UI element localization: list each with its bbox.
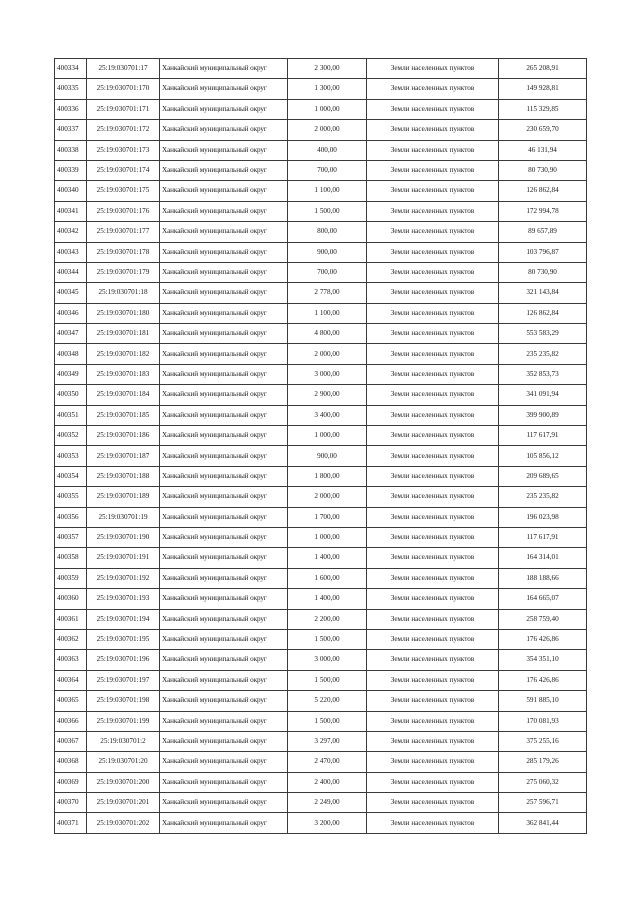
row-number-cell: 400365 (55, 691, 87, 711)
municipality-cell: Ханкайский муниципальный округ (160, 629, 288, 649)
area-cell: 2 778,00 (288, 283, 367, 303)
row-number-cell: 400356 (55, 507, 87, 527)
area-cell: 2 200,00 (288, 609, 367, 629)
cadastral-value-cell: 275 060,32 (499, 772, 587, 792)
municipality-cell: Ханкайский муниципальный округ (160, 181, 288, 201)
cadastral-value-cell: 105 856,12 (499, 446, 587, 466)
row-number-cell: 400371 (55, 813, 87, 833)
row-number-cell: 400344 (55, 262, 87, 282)
cadastral-number-cell: 25:19:030701:197 (87, 670, 160, 690)
municipality-cell: Ханкайский муниципальный округ (160, 793, 288, 813)
area-cell: 1 000,00 (288, 99, 367, 119)
area-cell: 2 470,00 (288, 752, 367, 772)
cadastral-value-cell: 352 853,73 (499, 364, 587, 384)
land-category-cell: Земли населенных пунктов (367, 120, 499, 140)
row-number-cell: 400364 (55, 670, 87, 690)
table-row (55, 772, 587, 792)
cadastral-number-cell: 25:19:030701:198 (87, 691, 160, 711)
land-category-cell: Земли населенных пунктов (367, 99, 499, 119)
cadastral-value-cell: 230 659,70 (499, 120, 587, 140)
cadastral-value-cell: 176 426,86 (499, 629, 587, 649)
land-category-cell: Земли населенных пунктов (367, 752, 499, 772)
cadastral-value-cell: 89 657,89 (499, 222, 587, 242)
cadastral-value-cell: 257 596,71 (499, 793, 587, 813)
municipality-cell: Ханкайский муниципальный округ (160, 140, 288, 160)
cadastral-value-cell: 170 081,93 (499, 711, 587, 731)
row-number-cell: 400355 (55, 487, 87, 507)
row-number-cell: 400345 (55, 283, 87, 303)
area-cell: 3 000,00 (288, 364, 367, 384)
row-number-cell: 400335 (55, 79, 87, 99)
area-cell: 2 000,00 (288, 120, 367, 140)
land-plots-table (54, 58, 587, 834)
row-number-cell: 400369 (55, 772, 87, 792)
land-category-cell: Земли населенных пунктов (367, 79, 499, 99)
land-category-cell: Земли населенных пунктов (367, 222, 499, 242)
municipality-cell: Ханкайский муниципальный округ (160, 405, 288, 425)
land-category-cell: Земли населенных пунктов (367, 59, 499, 79)
row-number-cell: 400370 (55, 793, 87, 813)
row-number-cell: 400342 (55, 222, 87, 242)
municipality-cell: Ханкайский муниципальный округ (160, 568, 288, 588)
municipality-cell: Ханкайский муниципальный округ (160, 324, 288, 344)
row-number-cell: 400338 (55, 140, 87, 160)
row-number-cell: 400341 (55, 201, 87, 221)
row-number-cell: 400343 (55, 242, 87, 262)
area-cell: 1 400,00 (288, 548, 367, 568)
municipality-cell: Ханкайский муниципальный округ (160, 303, 288, 323)
cadastral-number-cell: 25:19:030701:193 (87, 589, 160, 609)
row-number-cell: 400351 (55, 405, 87, 425)
row-number-cell: 400340 (55, 181, 87, 201)
area-cell: 3 000,00 (288, 650, 367, 670)
table-row (55, 324, 587, 344)
municipality-cell: Ханкайский муниципальный округ (160, 650, 288, 670)
table-row (55, 731, 587, 751)
row-number-cell: 400366 (55, 711, 87, 731)
land-category-cell: Земли населенных пунктов (367, 466, 499, 486)
table-row (55, 711, 587, 731)
cadastral-value-cell: 149 928,81 (499, 79, 587, 99)
cadastral-value-cell: 188 188,66 (499, 568, 587, 588)
area-cell: 3 400,00 (288, 405, 367, 425)
cadastral-value-cell: 375 255,16 (499, 731, 587, 751)
row-number-cell: 400337 (55, 120, 87, 140)
land-category-cell: Земли населенных пунктов (367, 303, 499, 323)
cadastral-value-cell: 399 900,89 (499, 405, 587, 425)
table-row (55, 589, 587, 609)
table-row (55, 405, 587, 425)
land-category-cell: Земли населенных пунктов (367, 670, 499, 690)
row-number-cell: 400354 (55, 466, 87, 486)
area-cell: 1 100,00 (288, 181, 367, 201)
cadastral-number-cell: 25:19:030701:201 (87, 793, 160, 813)
area-cell: 1 800,00 (288, 466, 367, 486)
cadastral-number-cell: 25:19:030701:172 (87, 120, 160, 140)
row-number-cell: 400359 (55, 568, 87, 588)
area-cell: 700,00 (288, 160, 367, 180)
cadastral-value-cell: 258 759,40 (499, 609, 587, 629)
land-category-cell: Земли населенных пунктов (367, 140, 499, 160)
row-number-cell: 400360 (55, 589, 87, 609)
cadastral-value-cell: 196 023,98 (499, 507, 587, 527)
land-category-cell: Земли населенных пунктов (367, 385, 499, 405)
table-row (55, 650, 587, 670)
area-cell: 1 600,00 (288, 568, 367, 588)
table-row (55, 242, 587, 262)
municipality-cell: Ханкайский муниципальный округ (160, 691, 288, 711)
cadastral-value-cell: 362 841,44 (499, 813, 587, 833)
table-row (55, 344, 587, 364)
municipality-cell: Ханкайский муниципальный округ (160, 731, 288, 751)
area-cell: 2 000,00 (288, 487, 367, 507)
cadastral-value-cell: 172 994,78 (499, 201, 587, 221)
row-number-cell: 400348 (55, 344, 87, 364)
cadastral-value-cell: 321 143,84 (499, 283, 587, 303)
cadastral-number-cell: 25:19:030701:183 (87, 364, 160, 384)
cadastral-number-cell: 25:19:030701:171 (87, 99, 160, 119)
cadastral-number-cell: 25:19:030701:191 (87, 548, 160, 568)
table-row (55, 568, 587, 588)
cadastral-value-cell: 46 131,94 (499, 140, 587, 160)
table-row (55, 222, 587, 242)
table-row (55, 629, 587, 649)
municipality-cell: Ханкайский муниципальный округ (160, 385, 288, 405)
row-number-cell: 400362 (55, 629, 87, 649)
municipality-cell: Ханкайский муниципальный округ (160, 262, 288, 282)
cadastral-value-cell: 80 730,90 (499, 160, 587, 180)
municipality-cell: Ханкайский муниципальный округ (160, 711, 288, 731)
row-number-cell: 400368 (55, 752, 87, 772)
table-row (55, 160, 587, 180)
table-row (55, 527, 587, 547)
land-category-cell: Земли населенных пунктов (367, 426, 499, 446)
table-row (55, 283, 587, 303)
cadastral-number-cell: 25:19:030701:2 (87, 731, 160, 751)
cadastral-number-cell: 25:19:030701:192 (87, 568, 160, 588)
municipality-cell: Ханкайский муниципальный округ (160, 813, 288, 833)
table-row (55, 181, 587, 201)
land-category-cell: Земли населенных пунктов (367, 772, 499, 792)
municipality-cell: Ханкайский муниципальный округ (160, 120, 288, 140)
cadastral-number-cell: 25:19:030701:17 (87, 59, 160, 79)
area-cell: 1 500,00 (288, 670, 367, 690)
cadastral-number-cell: 25:19:030701:19 (87, 507, 160, 527)
area-cell: 700,00 (288, 262, 367, 282)
land-category-cell: Земли населенных пунктов (367, 487, 499, 507)
cadastral-number-cell: 25:19:030701:181 (87, 324, 160, 344)
table-row (55, 364, 587, 384)
cadastral-value-cell: 117 617,91 (499, 426, 587, 446)
table-row (55, 59, 587, 79)
area-cell: 3 297,00 (288, 731, 367, 751)
municipality-cell: Ханкайский муниципальный округ (160, 344, 288, 364)
cadastral-number-cell: 25:19:030701:180 (87, 303, 160, 323)
area-cell: 1 500,00 (288, 201, 367, 221)
cadastral-number-cell: 25:19:030701:174 (87, 160, 160, 180)
municipality-cell: Ханкайский муниципальный округ (160, 99, 288, 119)
municipality-cell: Ханкайский муниципальный округ (160, 487, 288, 507)
cadastral-value-cell: 341 091,94 (499, 385, 587, 405)
land-category-cell: Земли населенных пунктов (367, 405, 499, 425)
cadastral-number-cell: 25:19:030701:188 (87, 466, 160, 486)
land-category-cell: Земли населенных пунктов (367, 589, 499, 609)
cadastral-value-cell: 176 426,86 (499, 670, 587, 690)
cadastral-number-cell: 25:19:030701:182 (87, 344, 160, 364)
cadastral-number-cell: 25:19:030701:200 (87, 772, 160, 792)
municipality-cell: Ханкайский муниципальный округ (160, 242, 288, 262)
table-row (55, 303, 587, 323)
municipality-cell: Ханкайский муниципальный округ (160, 466, 288, 486)
cadastral-value-cell: 553 583,29 (499, 324, 587, 344)
row-number-cell: 400334 (55, 59, 87, 79)
area-cell: 4 800,00 (288, 324, 367, 344)
row-number-cell: 400350 (55, 385, 87, 405)
land-category-cell: Земли населенных пунктов (367, 160, 499, 180)
municipality-cell: Ханкайский муниципальный округ (160, 364, 288, 384)
row-number-cell: 400357 (55, 527, 87, 547)
cadastral-number-cell: 25:19:030701:187 (87, 446, 160, 466)
cadastral-number-cell: 25:19:030701:170 (87, 79, 160, 99)
area-cell: 1 700,00 (288, 507, 367, 527)
cadastral-number-cell: 25:19:030701:178 (87, 242, 160, 262)
area-cell: 3 200,00 (288, 813, 367, 833)
table-row (55, 466, 587, 486)
cadastral-number-cell: 25:19:030701:199 (87, 711, 160, 731)
cadastral-number-cell: 25:19:030701:175 (87, 181, 160, 201)
area-cell: 2 300,00 (288, 59, 367, 79)
table-row (55, 793, 587, 813)
land-category-cell: Земли населенных пунктов (367, 181, 499, 201)
table-row (55, 385, 587, 405)
table-row (55, 487, 587, 507)
cadastral-value-cell: 285 179,26 (499, 752, 587, 772)
land-category-cell: Земли населенных пунктов (367, 731, 499, 751)
table-row (55, 548, 587, 568)
municipality-cell: Ханкайский муниципальный округ (160, 507, 288, 527)
table-row (55, 507, 587, 527)
cadastral-value-cell: 103 796,87 (499, 242, 587, 262)
cadastral-number-cell: 25:19:030701:184 (87, 385, 160, 405)
table-body (55, 59, 587, 834)
municipality-cell: Ханкайский муниципальный округ (160, 752, 288, 772)
table-row (55, 609, 587, 629)
land-category-cell: Земли населенных пунктов (367, 568, 499, 588)
table-row (55, 79, 587, 99)
land-category-cell: Земли населенных пунктов (367, 364, 499, 384)
land-category-cell: Земли населенных пунктов (367, 650, 499, 670)
row-number-cell: 400353 (55, 446, 87, 466)
cadastral-number-cell: 25:19:030701:177 (87, 222, 160, 242)
cadastral-number-cell: 25:19:030701:173 (87, 140, 160, 160)
land-category-cell: Земли населенных пунктов (367, 548, 499, 568)
area-cell: 1 000,00 (288, 527, 367, 547)
table-row (55, 752, 587, 772)
cadastral-number-cell: 25:19:030701:186 (87, 426, 160, 446)
cadastral-number-cell: 25:19:030701:202 (87, 813, 160, 833)
area-cell: 1 400,00 (288, 589, 367, 609)
area-cell: 1 500,00 (288, 629, 367, 649)
area-cell: 1 300,00 (288, 79, 367, 99)
cadastral-value-cell: 235 235,82 (499, 344, 587, 364)
cadastral-value-cell: 117 617,91 (499, 527, 587, 547)
municipality-cell: Ханкайский муниципальный округ (160, 446, 288, 466)
cadastral-value-cell: 80 730,90 (499, 262, 587, 282)
municipality-cell: Ханкайский муниципальный округ (160, 589, 288, 609)
table-row (55, 446, 587, 466)
land-category-cell: Земли населенных пунктов (367, 711, 499, 731)
cadastral-value-cell: 265 208,91 (499, 59, 587, 79)
area-cell: 800,00 (288, 222, 367, 242)
municipality-cell: Ханкайский муниципальный округ (160, 426, 288, 446)
row-number-cell: 400367 (55, 731, 87, 751)
table-row (55, 201, 587, 221)
land-category-cell: Земли населенных пунктов (367, 527, 499, 547)
table-row (55, 691, 587, 711)
cadastral-number-cell: 25:19:030701:20 (87, 752, 160, 772)
land-category-cell: Земли населенных пунктов (367, 283, 499, 303)
row-number-cell: 400352 (55, 426, 87, 446)
table-row (55, 120, 587, 140)
land-category-cell: Земли населенных пунктов (367, 793, 499, 813)
row-number-cell: 400346 (55, 303, 87, 323)
area-cell: 2 000,00 (288, 344, 367, 364)
area-cell: 400,00 (288, 140, 367, 160)
area-cell: 1 500,00 (288, 711, 367, 731)
municipality-cell: Ханкайский муниципальный округ (160, 160, 288, 180)
cadastral-number-cell: 25:19:030701:18 (87, 283, 160, 303)
municipality-cell: Ханкайский муниципальный округ (160, 283, 288, 303)
municipality-cell: Ханкайский муниципальный округ (160, 548, 288, 568)
land-category-cell: Земли населенных пунктов (367, 344, 499, 364)
cadastral-value-cell: 235 235,82 (499, 487, 587, 507)
cadastral-value-cell: 164 314,01 (499, 548, 587, 568)
land-category-cell: Земли населенных пунктов (367, 813, 499, 833)
area-cell: 1 100,00 (288, 303, 367, 323)
municipality-cell: Ханкайский муниципальный округ (160, 79, 288, 99)
table-row (55, 140, 587, 160)
cadastral-value-cell: 591 885,10 (499, 691, 587, 711)
municipality-cell: Ханкайский муниципальный округ (160, 670, 288, 690)
municipality-cell: Ханкайский муниципальный округ (160, 527, 288, 547)
cadastral-value-cell: 209 689,65 (499, 466, 587, 486)
cadastral-number-cell: 25:19:030701:189 (87, 487, 160, 507)
municipality-cell: Ханкайский муниципальный округ (160, 222, 288, 242)
row-number-cell: 400363 (55, 650, 87, 670)
row-number-cell: 400361 (55, 609, 87, 629)
municipality-cell: Ханкайский муниципальный округ (160, 59, 288, 79)
area-cell: 900,00 (288, 446, 367, 466)
cadastral-number-cell: 25:19:030701:179 (87, 262, 160, 282)
row-number-cell: 400358 (55, 548, 87, 568)
cadastral-number-cell: 25:19:030701:194 (87, 609, 160, 629)
area-cell: 5 220,00 (288, 691, 367, 711)
table-row (55, 670, 587, 690)
table-row (55, 813, 587, 833)
row-number-cell: 400339 (55, 160, 87, 180)
land-category-cell: Земли населенных пунктов (367, 507, 499, 527)
area-cell: 1 000,00 (288, 426, 367, 446)
municipality-cell: Ханкайский муниципальный округ (160, 609, 288, 629)
cadastral-value-cell: 164 665,07 (499, 589, 587, 609)
municipality-cell: Ханкайский муниципальный округ (160, 772, 288, 792)
land-category-cell: Земли населенных пунктов (367, 629, 499, 649)
land-category-cell: Земли населенных пунктов (367, 691, 499, 711)
cadastral-number-cell: 25:19:030701:190 (87, 527, 160, 547)
row-number-cell: 400347 (55, 324, 87, 344)
cadastral-value-cell: 126 862,84 (499, 181, 587, 201)
table-row (55, 426, 587, 446)
land-category-cell: Земли населенных пунктов (367, 446, 499, 466)
land-category-cell: Земли населенных пунктов (367, 242, 499, 262)
row-number-cell: 400349 (55, 364, 87, 384)
area-cell: 2 400,00 (288, 772, 367, 792)
land-category-cell: Земли населенных пунктов (367, 324, 499, 344)
land-category-cell: Земли населенных пунктов (367, 609, 499, 629)
table-row (55, 262, 587, 282)
area-cell: 2 900,00 (288, 385, 367, 405)
area-cell: 900,00 (288, 242, 367, 262)
municipality-cell: Ханкайский муниципальный округ (160, 201, 288, 221)
cadastral-value-cell: 126 862,84 (499, 303, 587, 323)
cadastral-number-cell: 25:19:030701:195 (87, 629, 160, 649)
cadastral-number-cell: 25:19:030701:176 (87, 201, 160, 221)
cadastral-value-cell: 354 351,10 (499, 650, 587, 670)
row-number-cell: 400336 (55, 99, 87, 119)
table-row (55, 99, 587, 119)
cadastral-number-cell: 25:19:030701:196 (87, 650, 160, 670)
cadastral-value-cell: 115 329,85 (499, 99, 587, 119)
area-cell: 2 249,00 (288, 793, 367, 813)
land-category-cell: Земли населенных пунктов (367, 262, 499, 282)
cadastral-number-cell: 25:19:030701:185 (87, 405, 160, 425)
land-category-cell: Земли населенных пунктов (367, 201, 499, 221)
